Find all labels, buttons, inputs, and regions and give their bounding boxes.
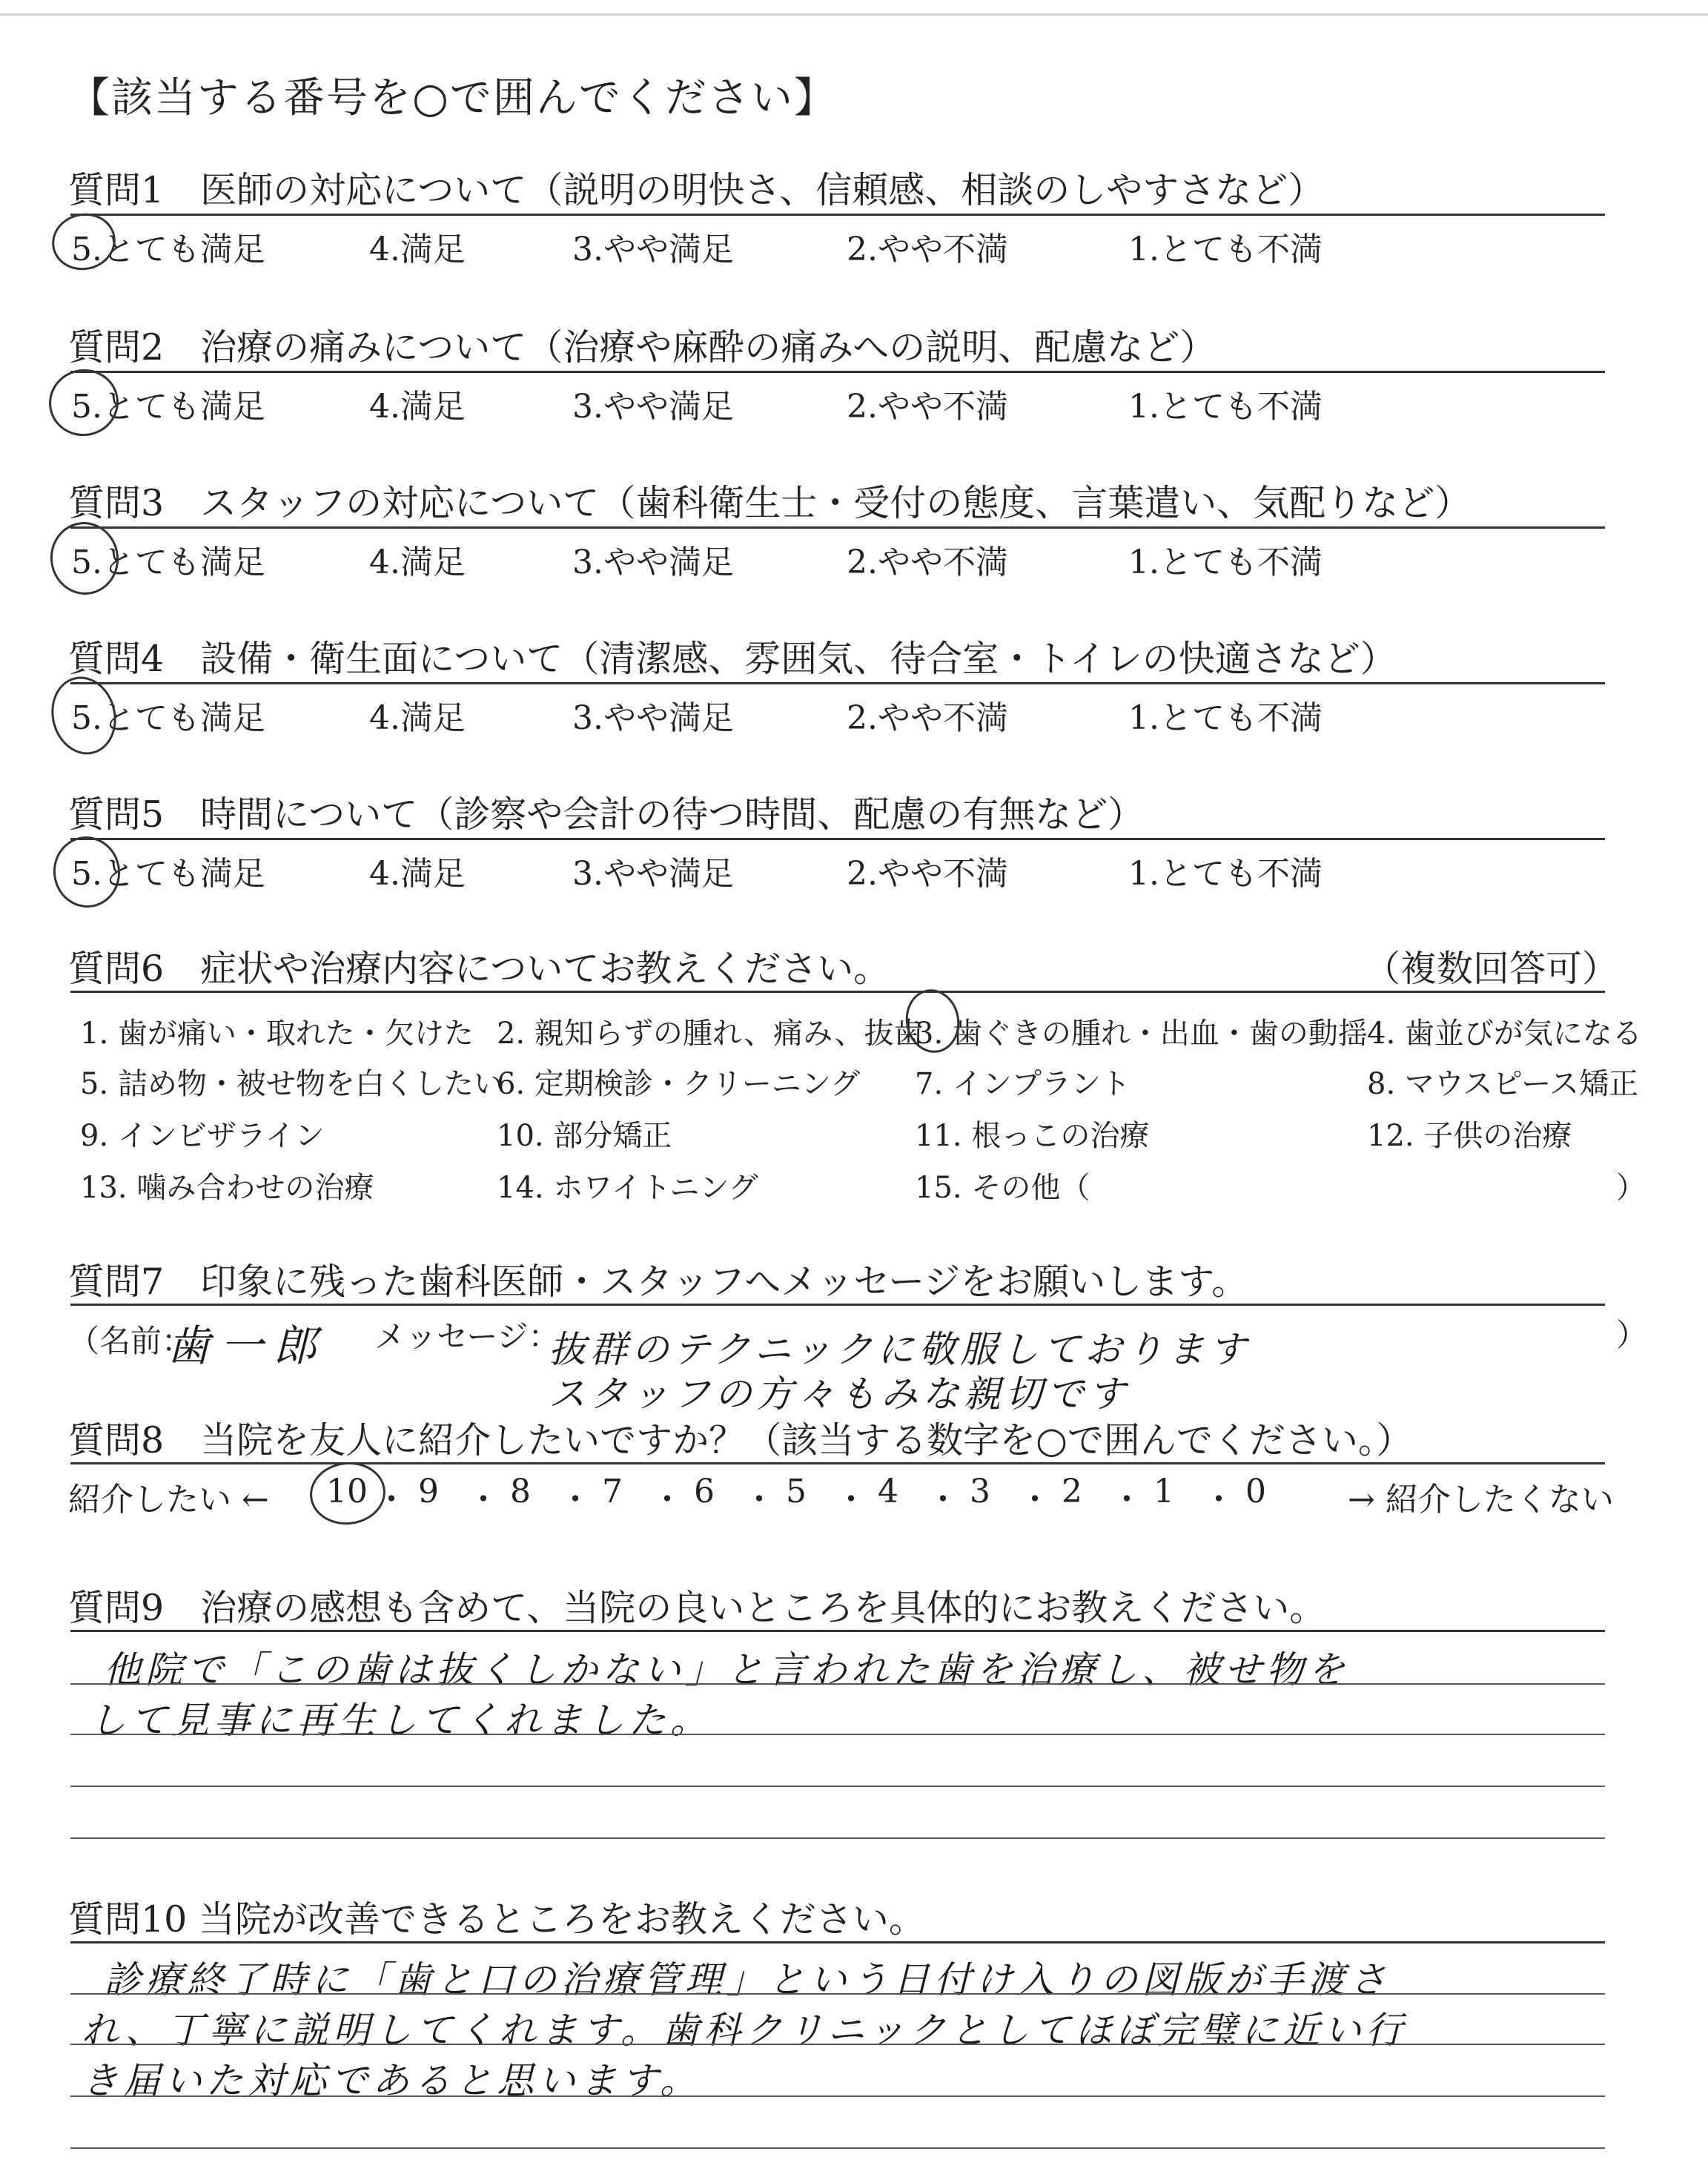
q6-option-9[interactable]: 9. インビザライン (80, 1119, 325, 1153)
q1-option-2[interactable]: 2.やや不満 (847, 231, 1008, 268)
q3-option-3[interactable]: 3.やや満足 (572, 544, 734, 581)
q6-option-6[interactable]: 6. 定期検診・クリーニング (497, 1067, 861, 1101)
top-edge-line (0, 13, 1708, 16)
q8-scale-separator: ・ (743, 1481, 775, 1519)
q10-line-1 (70, 1993, 1605, 1995)
q9-line-2 (70, 1734, 1605, 1735)
q8-scale-value-4[interactable]: 4 (878, 1473, 898, 1510)
question-4-rule (70, 682, 1605, 684)
q6-option-8[interactable]: 8. マウスピース矯正 (1367, 1067, 1639, 1101)
q2-option-1[interactable]: 1.とても不満 (1128, 388, 1323, 426)
q6-option-4[interactable]: 4. 歯並びが気になる (1367, 1017, 1642, 1051)
q5-option-2[interactable]: 2.やや不満 (847, 855, 1008, 893)
q8-scale-separator: ・ (1202, 1481, 1235, 1519)
q9-answer-line-1[interactable]: 他院で「この歯は抜くしかない」と言われた歯を治療し、被せ物を (104, 1648, 1349, 1691)
q3-option-2[interactable]: 2.やや不満 (847, 544, 1008, 581)
question-6-label: 質問6 症状や治療内容についてお教えください。 (68, 948, 890, 990)
q8-scale-separator: ・ (927, 1481, 959, 1519)
question-6-note: （複数回答可） (1364, 948, 1619, 990)
q8-scale-value-10[interactable]: 10 (326, 1473, 368, 1510)
q7-message-line-1[interactable]: 抜群のテクニックに敬服しております (549, 1328, 1251, 1371)
q1-option-4[interactable]: 4.満足 (369, 231, 466, 268)
q2-selected-circle (44, 364, 124, 442)
q10-line-3 (70, 2095, 1605, 2097)
question-8-label: 質問8 当院を友人に紹介したいですか？（該当する数字を○で囲んでください。） (68, 1419, 1413, 1462)
q4-option-5[interactable]: 5.とても満足 (71, 699, 265, 737)
q3-option-4[interactable]: 4.満足 (369, 544, 466, 581)
q3-option-1[interactable]: 1.とても不満 (1128, 544, 1323, 581)
q6-option-10[interactable]: 10. 部分矯正 (497, 1119, 672, 1153)
q7-message-label: メッセージ： (374, 1318, 560, 1355)
q8-scale (326, 1473, 1334, 1517)
question-10-rule (70, 1941, 1605, 1943)
q6-option-2[interactable]: 2. 親知らずの腫れ、痛み、抜歯 (497, 1017, 924, 1051)
q10-line-4 (70, 2147, 1605, 2149)
question-7-label: 質問7 印象に残った歯科医師・スタッフへメッセージをお願いします。 (68, 1261, 1248, 1303)
q9-line-1 (70, 1683, 1605, 1685)
q8-scale-separator: ・ (467, 1481, 500, 1519)
q6-other-close-paren: ） (1616, 1171, 1646, 1205)
q8-scale-value-7[interactable]: 7 (602, 1473, 623, 1510)
q7-message-line-2[interactable]: スタッフの方々もみな親切です (549, 1373, 1130, 1416)
q6-option-7[interactable]: 7. インプラント (915, 1067, 1131, 1101)
question-2-rule (70, 371, 1605, 373)
question-2-label: 質問2 治療の痛みについて（治療や麻酔の痛みへの説明、配慮など） (68, 326, 1217, 369)
q1-option-1[interactable]: 1.とても不満 (1128, 231, 1323, 268)
q10-answer-line-1[interactable]: 診療終了時に「歯と口の治療管理」という日付け入りの図版が手渡さ (104, 1958, 1391, 2001)
q2-option-4[interactable]: 4.満足 (369, 388, 466, 426)
q8-right-label: → 紹介したくない (1348, 1481, 1614, 1519)
q4-option-1[interactable]: 1.とても不満 (1128, 699, 1323, 737)
q8-scale-separator: ・ (835, 1481, 867, 1519)
q7-name-label: （名前： (68, 1323, 193, 1359)
q4-option-4[interactable]: 4.満足 (369, 699, 466, 737)
q5-option-1[interactable]: 1.とても不満 (1128, 855, 1323, 893)
q10-line-2 (70, 2044, 1605, 2045)
q4-option-2[interactable]: 2.やや不満 (847, 699, 1008, 737)
q3-option-5[interactable]: 5.とても満足 (71, 544, 265, 581)
question-4-label: 質問4 設備・衛生面について（清潔感、雰囲気、待合室・トイレの快適さなど） (68, 638, 1397, 680)
q6-option-5[interactable]: 5. 詰め物・被せ物を白くしたい (80, 1067, 503, 1101)
q2-option-5[interactable]: 5.とても満足 (71, 388, 265, 426)
q10-answer-line-2[interactable]: れ、丁寧に説明してくれます。歯科クリニックとしてほぼ完璧に近い行 (82, 2009, 1407, 2052)
q8-scale-separator: ・ (375, 1481, 408, 1519)
question-9-label: 質問9 治療の感想も含めて、当院の良いところを具体的にお教えください。 (68, 1587, 1326, 1629)
q7-name-value[interactable]: 歯一郎 (167, 1321, 328, 1371)
q8-scale-separator: ・ (651, 1481, 683, 1519)
q8-scale-value-6[interactable]: 6 (694, 1473, 715, 1510)
q5-option-5[interactable]: 5.とても満足 (71, 855, 265, 893)
question-10-label: 質問10 当院が改善できるところをお教えください。 (68, 1898, 925, 1941)
q2-option-3[interactable]: 3.やや満足 (572, 388, 734, 426)
q8-scale-value-5[interactable]: 5 (786, 1473, 807, 1510)
q6-option-1[interactable]: 1. 歯が痛い・取れた・欠けた (80, 1017, 474, 1051)
question-6-rule (70, 991, 1605, 993)
q6-option-3[interactable]: 3. 歯ぐきの腫れ・出血・歯の動揺 (915, 1017, 1368, 1051)
q8-scale-separator: ・ (1110, 1481, 1143, 1519)
q5-option-4[interactable]: 4.満足 (369, 855, 466, 893)
q6-option-15[interactable]: 15. その他（ (915, 1171, 1090, 1205)
q8-left-label: 紹介したい ← (68, 1481, 269, 1519)
q5-selected-circle (49, 832, 125, 912)
q9-answer-line-2[interactable]: して見事に再生してくれました。 (89, 1699, 712, 1742)
q1-option-5[interactable]: 5.とても満足 (71, 231, 265, 268)
q8-scale-value-3[interactable]: 3 (970, 1473, 990, 1510)
q8-scale-value-1[interactable]: 1 (1153, 1473, 1174, 1510)
question-8-rule (70, 1462, 1605, 1464)
question-3-label: 質問3 スタッフの対応について（歯科衛生士・受付の態度、言葉遣い、気配りなど） (68, 482, 1472, 524)
question-3-rule (70, 526, 1605, 529)
q3-selected-circle (46, 518, 124, 599)
q4-option-3[interactable]: 3.やや満足 (572, 699, 734, 737)
q8-scale-value-9[interactable]: 9 (418, 1473, 439, 1510)
question-1-label: 質問1 医師の対応について（説明の明快さ、信頼感、相談のしやすさなど） (68, 169, 1325, 211)
q10-answer-line-3[interactable]: き届いた対応であると思います。 (82, 2059, 701, 2102)
q9-line-4 (70, 1837, 1605, 1839)
q8-scale-separator: ・ (1019, 1481, 1051, 1519)
q5-option-3[interactable]: 3.やや満足 (572, 855, 734, 893)
q8-scale-value-2[interactable]: 2 (1062, 1473, 1082, 1510)
page-title: 【該当する番号を○で囲んでください】 (68, 74, 837, 122)
q1-option-3[interactable]: 3.やや満足 (572, 231, 734, 268)
q8-scale-separator: ・ (559, 1481, 592, 1519)
question-5-label: 質問5 時間について（診察や会計の待つ時間、配慮の有無など） (68, 793, 1145, 836)
question-5-rule (70, 838, 1605, 840)
q6-option-11[interactable]: 11. 根っこの治療 (915, 1119, 1150, 1153)
q6-option-14[interactable]: 14. ホワイトニング (497, 1171, 758, 1205)
q7-close-paren: ） (1616, 1317, 1648, 1353)
q2-option-2[interactable]: 2.やや不満 (847, 388, 1008, 426)
question-9-rule (70, 1630, 1605, 1632)
q9-line-3 (70, 1786, 1605, 1787)
question-7-rule (70, 1304, 1605, 1306)
q6-option-13[interactable]: 13. 噛み合わせの治療 (80, 1171, 374, 1205)
q8-scale-value-0[interactable]: 0 (1245, 1473, 1266, 1510)
q6-option-12[interactable]: 12. 子供の治療 (1367, 1119, 1572, 1153)
q8-scale-value-8[interactable]: 8 (510, 1473, 531, 1510)
question-1-rule (70, 214, 1605, 216)
